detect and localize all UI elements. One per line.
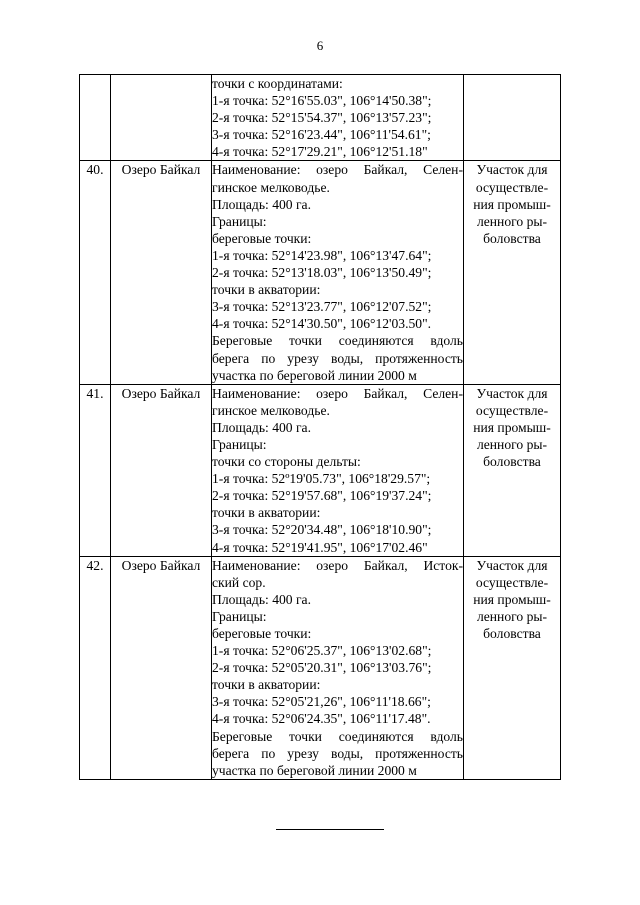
description-line: 1-я точка: 52°14'23.98", 106°13'47.64";: [212, 247, 432, 263]
description-line: точки с координатами:: [212, 76, 343, 91]
fishing-areas-table: [79, 74, 561, 780]
description-line: Наименование: озеро Байкал, Исток-: [212, 557, 463, 573]
description-line: участка по береговой линии 2000 м: [212, 762, 417, 778]
purpose-line: ленного ры-: [476, 213, 548, 229]
description-line: 1-я точка: 52°16'55.03", 106°14'50.38";: [212, 93, 432, 109]
description-line: точки в акватории:: [212, 282, 321, 298]
description-line: Площадь: 400 га.: [212, 196, 311, 212]
purpose-line: боловства: [483, 454, 541, 470]
description-line: точки со стороны дельты:: [212, 454, 361, 470]
page-number: 6: [316, 38, 324, 53]
description-line: 3-я точка: 52°13'23.77", 106°12'07.52";: [212, 299, 432, 315]
purpose-line: боловства: [483, 230, 541, 246]
description-line: 4-я точка: 52°17'29.21", 106°12'51.18": [212, 144, 428, 160]
description-line: 1-я точка: 52°06'25.37", 106°13'02.68";: [212, 643, 432, 659]
water-body-cell: Озеро Байкал: [111, 161, 212, 384]
row-number-cell: 40.: [80, 161, 111, 384]
row-number-cell: [80, 75, 111, 161]
description-line: точки в акватории:: [212, 505, 321, 521]
table-body: [80, 75, 561, 780]
purpose-line: Участок для: [476, 385, 548, 401]
description-line: 4-я точка: 52°06'24.35", 106°11'17.48".: [212, 711, 431, 727]
description-line: 1-я точка: 52º19'05.73", 106°18'29.57";: [212, 471, 431, 487]
purpose-cell: [464, 75, 561, 161]
description-line: 2-я точка: 52°15'54.37", 106°13'57.23";: [212, 110, 432, 126]
water-body-cell: Озеро Байкал: [111, 384, 212, 556]
description-cell: [212, 384, 464, 556]
description-line: 2-я точка: 52°05'20.31", 106°13'03.76";: [212, 660, 432, 676]
purpose-cell: [464, 161, 561, 384]
description-line: 3-я точка: 52°20'34.48", 106°18'10.90";: [212, 522, 432, 538]
purpose-cell: [464, 384, 561, 556]
description-line: участка по береговой линии 2000 м: [212, 367, 417, 383]
description-line: ский сор.: [212, 574, 266, 590]
table-row: [80, 161, 561, 384]
description-line: 2-я точка: 52°13'18.03", 106°13'50.49";: [212, 265, 432, 281]
purpose-cell: [464, 556, 561, 779]
description-line: Границы:: [212, 213, 267, 229]
description-line: берега по урезу воды, протяженность: [212, 350, 463, 366]
table-row: [80, 556, 561, 779]
description-line: 4-я точка: 52°19'41.95", 106°17'02.46": [212, 539, 428, 555]
purpose-line: ния промыш-: [473, 591, 551, 607]
description-line: Площадь: 400 га.: [212, 419, 311, 435]
description-line: Береговые точки соединяются вдоль: [212, 728, 463, 744]
footer-rule: [276, 829, 384, 830]
description-line: береговые точки:: [212, 230, 312, 246]
purpose-line: Участок для: [476, 557, 548, 573]
description-line: Береговые точки соединяются вдоль: [212, 333, 463, 349]
purpose-line: боловства: [483, 626, 541, 641]
description-line: 4-я точка: 52°14'30.50", 106°12'03.50".: [212, 316, 432, 332]
description-line: береговые точки:: [212, 626, 312, 641]
purpose-line: Участок для: [476, 162, 548, 178]
description-cell: [212, 75, 464, 161]
description-line: гинское мелководье.: [212, 402, 330, 418]
row-number-cell: 41.: [80, 384, 111, 556]
description-line: гинское мелководье.: [212, 179, 330, 195]
water-body-cell: Озеро Байкал: [111, 556, 212, 779]
description-line: 3-я точка: 52°16'23.44", 106°11'54.61";: [212, 127, 431, 143]
description-line: Площадь: 400 га.: [212, 591, 311, 607]
row-number-cell: 42.: [80, 556, 111, 779]
description-line: берега по урезу воды, протяженность: [212, 745, 463, 761]
description-line: 3-я точка: 52°05'21,26", 106°11'18.66";: [212, 694, 431, 710]
description-cell: [212, 556, 464, 779]
purpose-line: ния промыш-: [473, 419, 551, 435]
purpose-line: осуществле-: [475, 574, 549, 590]
purpose-line: ния промыш-: [473, 196, 551, 212]
purpose-line: ленного ры-: [476, 436, 548, 452]
water-body-cell: [111, 75, 212, 161]
purpose-line: осуществле-: [475, 179, 549, 195]
purpose-line: осуществле-: [475, 402, 549, 418]
description-line: точки в акватории:: [212, 677, 321, 693]
description-line: Наименование: озеро Байкал, Селен-: [212, 162, 463, 178]
description-line: 2-я точка: 52°19'57.68", 106°19'37.24";: [212, 488, 432, 504]
description-cell: [212, 161, 464, 384]
table-row: [80, 384, 561, 556]
purpose-line: ленного ры-: [476, 608, 548, 624]
description-line: Наименование: озеро Байкал, Селен-: [212, 385, 463, 401]
description-line: Границы:: [212, 608, 267, 624]
description-line: Границы:: [212, 436, 267, 452]
table-row: [80, 75, 561, 161]
